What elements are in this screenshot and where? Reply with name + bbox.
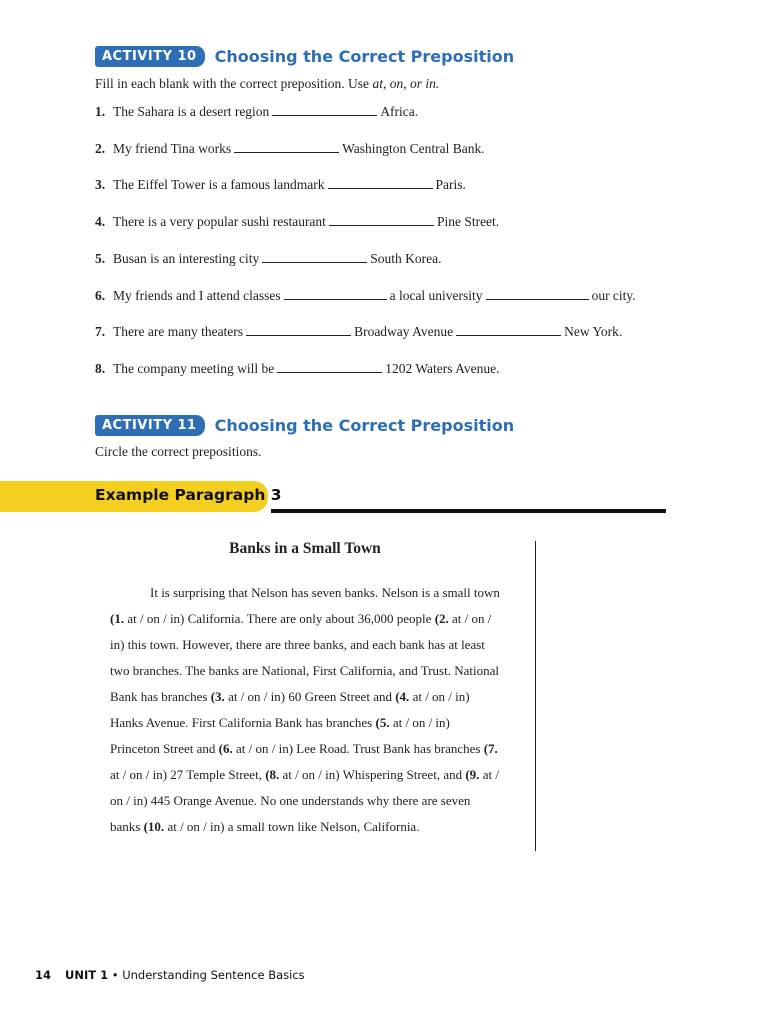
example-rule bbox=[271, 509, 666, 513]
footer-subtitle: Understanding Sentence Basics bbox=[122, 968, 305, 982]
answer-blank[interactable] bbox=[246, 334, 351, 336]
item-number: (1. bbox=[110, 611, 125, 626]
exercise-item-5: 5. Busan is an interesting city South Korea. bbox=[95, 251, 442, 266]
paragraph-segment: at / on / in) California. There are only about 36,000 people bbox=[124, 611, 435, 626]
paragraph-segment: at / on / in) Hanks Avenue. First California Bank has branches bbox=[110, 689, 470, 730]
paragraph-segment: at / on / in) Lee Road. Trust Bank has branches bbox=[232, 741, 484, 756]
paragraph-segment: at / on / in) 445 Orange Avenue. No one understands why there are seven banks bbox=[110, 767, 499, 834]
exercise-item-2: 2. My friend Tina works Washington Central Bank. bbox=[95, 141, 485, 156]
item-number: (7. bbox=[483, 741, 498, 756]
answer-blank[interactable] bbox=[328, 187, 433, 189]
item-number: (10. bbox=[143, 819, 165, 834]
exercise-item-7: 7. There are many theaters Broadway Avenue New York. bbox=[95, 324, 623, 339]
answer-blank[interactable] bbox=[284, 298, 387, 300]
item-number: (4. bbox=[395, 689, 410, 704]
paragraph-title: Banks in a Small Town bbox=[229, 540, 381, 557]
page-footer bbox=[35, 968, 305, 982]
activity-11-instruction: Circle the correct prepositions. bbox=[95, 444, 262, 459]
activity-10-title: Choosing the Correct Preposition bbox=[214, 47, 515, 66]
paragraph-segment: at / on / in) Princeton Street and bbox=[110, 715, 450, 756]
activity-11-badge: ACTIVITY 11 bbox=[95, 415, 205, 436]
exercise-item-4: 4. There is a very popular sushi restaurant Pine Street. bbox=[95, 214, 500, 229]
answer-blank[interactable] bbox=[456, 334, 561, 336]
item-number: (3. bbox=[210, 689, 225, 704]
paragraph-text bbox=[110, 580, 500, 840]
exercise-item-1: 1. The Sahara is a desert region Africa. bbox=[95, 104, 419, 119]
example-paragraph bbox=[110, 540, 500, 840]
answer-blank[interactable] bbox=[262, 261, 367, 263]
footer-unit: UNIT 1 bbox=[65, 968, 109, 982]
paragraph-side-rule bbox=[535, 541, 536, 851]
answer-blank[interactable] bbox=[329, 224, 434, 226]
activity-11-header bbox=[95, 415, 514, 436]
paragraph-segment: at / on / in) this town. However, there are three banks, and each bank has at least two branches. The banks are National, First California, and Trust. National Bank has branches bbox=[110, 611, 499, 704]
exercise-item-8: 8. The company meeting will be 1202 Waters Avenue. bbox=[95, 361, 500, 376]
answer-blank[interactable] bbox=[272, 114, 377, 116]
answer-blank[interactable] bbox=[234, 151, 339, 153]
item-number: (5. bbox=[375, 715, 390, 730]
answer-blank[interactable] bbox=[277, 371, 382, 373]
item-number: (2. bbox=[434, 611, 449, 626]
paragraph-segment: at / on / in) 27 Temple Street, bbox=[110, 767, 266, 782]
example-label: Example Paragraph 3 bbox=[95, 486, 282, 504]
footer-bullet: • bbox=[111, 968, 119, 982]
paragraph-segment: at / on / in) a small town like Nelson, California. bbox=[164, 819, 420, 834]
item-number: (9. bbox=[465, 767, 480, 782]
paragraph-segment: at / on / in) 60 Green Street and bbox=[224, 689, 396, 704]
answer-blank[interactable] bbox=[486, 298, 589, 300]
page-number: 14 bbox=[35, 968, 52, 982]
activity-11-title: Choosing the Correct Preposition bbox=[214, 416, 515, 435]
paragraph-segment: at / on / in) Whispering Street, and bbox=[279, 767, 466, 782]
item-number: (6. bbox=[218, 741, 233, 756]
activity-10-header bbox=[95, 46, 514, 67]
exercise-item-6: 6. My friends and I attend classes a local university our city. bbox=[95, 288, 636, 303]
item-number: (8. bbox=[265, 767, 280, 782]
activity-10-badge: ACTIVITY 10 bbox=[95, 46, 205, 67]
activity-10-instruction: Fill in each blank with the correct preposition. Use at, on, or in. bbox=[95, 76, 440, 91]
instruction-options: at, on, or in. bbox=[372, 76, 440, 91]
paragraph-segment: It is surprising that Nelson has seven banks. Nelson is a small town bbox=[150, 585, 500, 600]
exercise-item-3: 3. The Eiffel Tower is a famous landmark Paris. bbox=[95, 177, 466, 192]
